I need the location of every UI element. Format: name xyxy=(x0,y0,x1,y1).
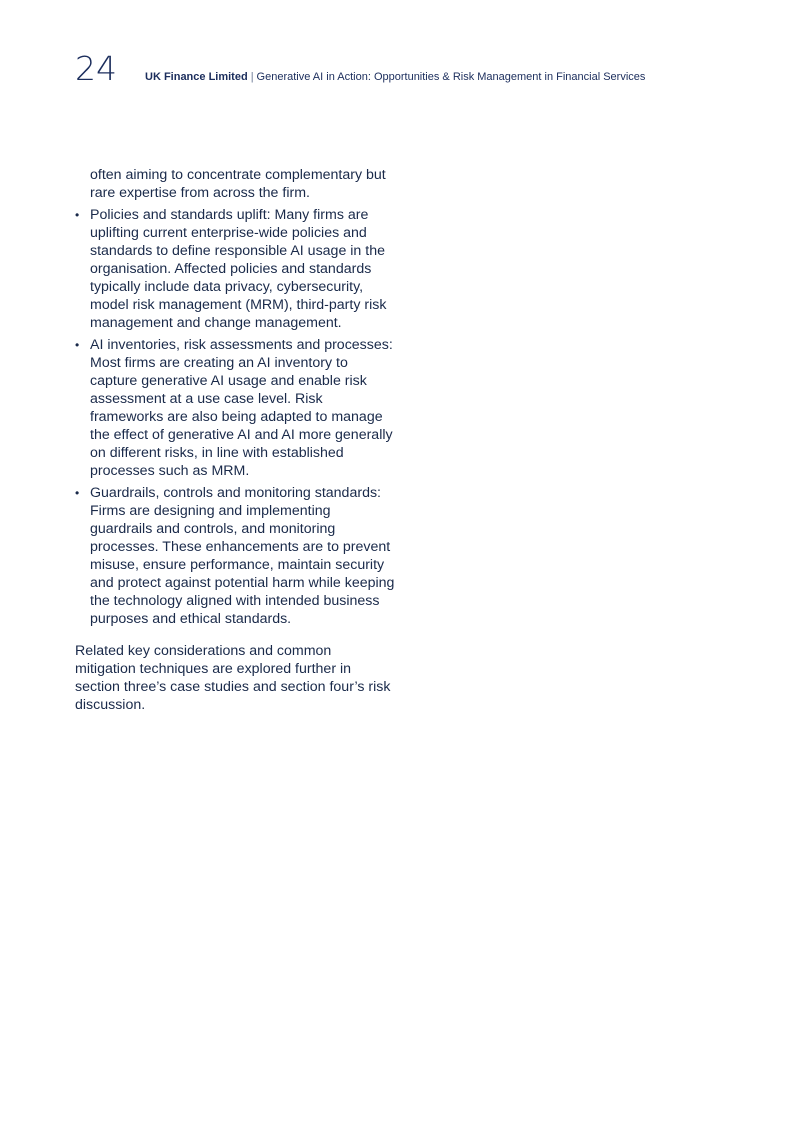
body-text xyxy=(75,166,395,714)
bullet-item-inventories xyxy=(75,336,395,480)
bullet-text: Policies and standards uplift: Many firms are uplifting current enterprise-wide policies and standards to define responsible AI usage in the organisation. Affected policies and standards typically include data privacy, cybersecurity, model risk management (MRM), third-party risk management and change management. xyxy=(90,207,387,331)
bullet-icon: • xyxy=(75,208,80,222)
bullet-icon: • xyxy=(75,486,80,500)
page-number: 24 xyxy=(75,49,117,88)
closing-paragraph: Related key considerations and common mitigation techniques are explored further in section three’s case studies and section four’s risk discussion. xyxy=(75,643,391,713)
continuation-text: often aiming to concentrate complementary but rare expertise from across the firm. xyxy=(90,167,386,201)
organisation-name: UK Finance Limited xyxy=(145,71,248,83)
document-title: Generative AI in Action: Opportunities & Risk Management in Financial Services xyxy=(256,71,646,83)
running-head xyxy=(145,70,645,84)
bullet-list xyxy=(75,206,395,628)
header-separator: | xyxy=(250,71,254,83)
bullet-item-policies xyxy=(75,206,395,332)
page-header xyxy=(75,50,715,90)
bullet-text: AI inventories, risk assessments and processes: Most firms are creating an AI inventory to capture generative AI usage and enable risk assessment at a use case level. Risk frameworks are also being adapted to manage the effect of generative AI and AI more generally on different risks, in line with established processes such as MRM. xyxy=(90,337,393,479)
bullet-text: Guardrails, controls and monitoring standards: Firms are designing and implementing guardrails and controls, and monitoring processes. These enhancements are to prevent misuse, ensure performance, maintain security and protect against potential harm while keeping the technology aligned with intended business purposes and ethical standards. xyxy=(90,485,395,627)
bullet-item-guardrails xyxy=(75,484,395,628)
bullet-icon: • xyxy=(75,338,80,352)
